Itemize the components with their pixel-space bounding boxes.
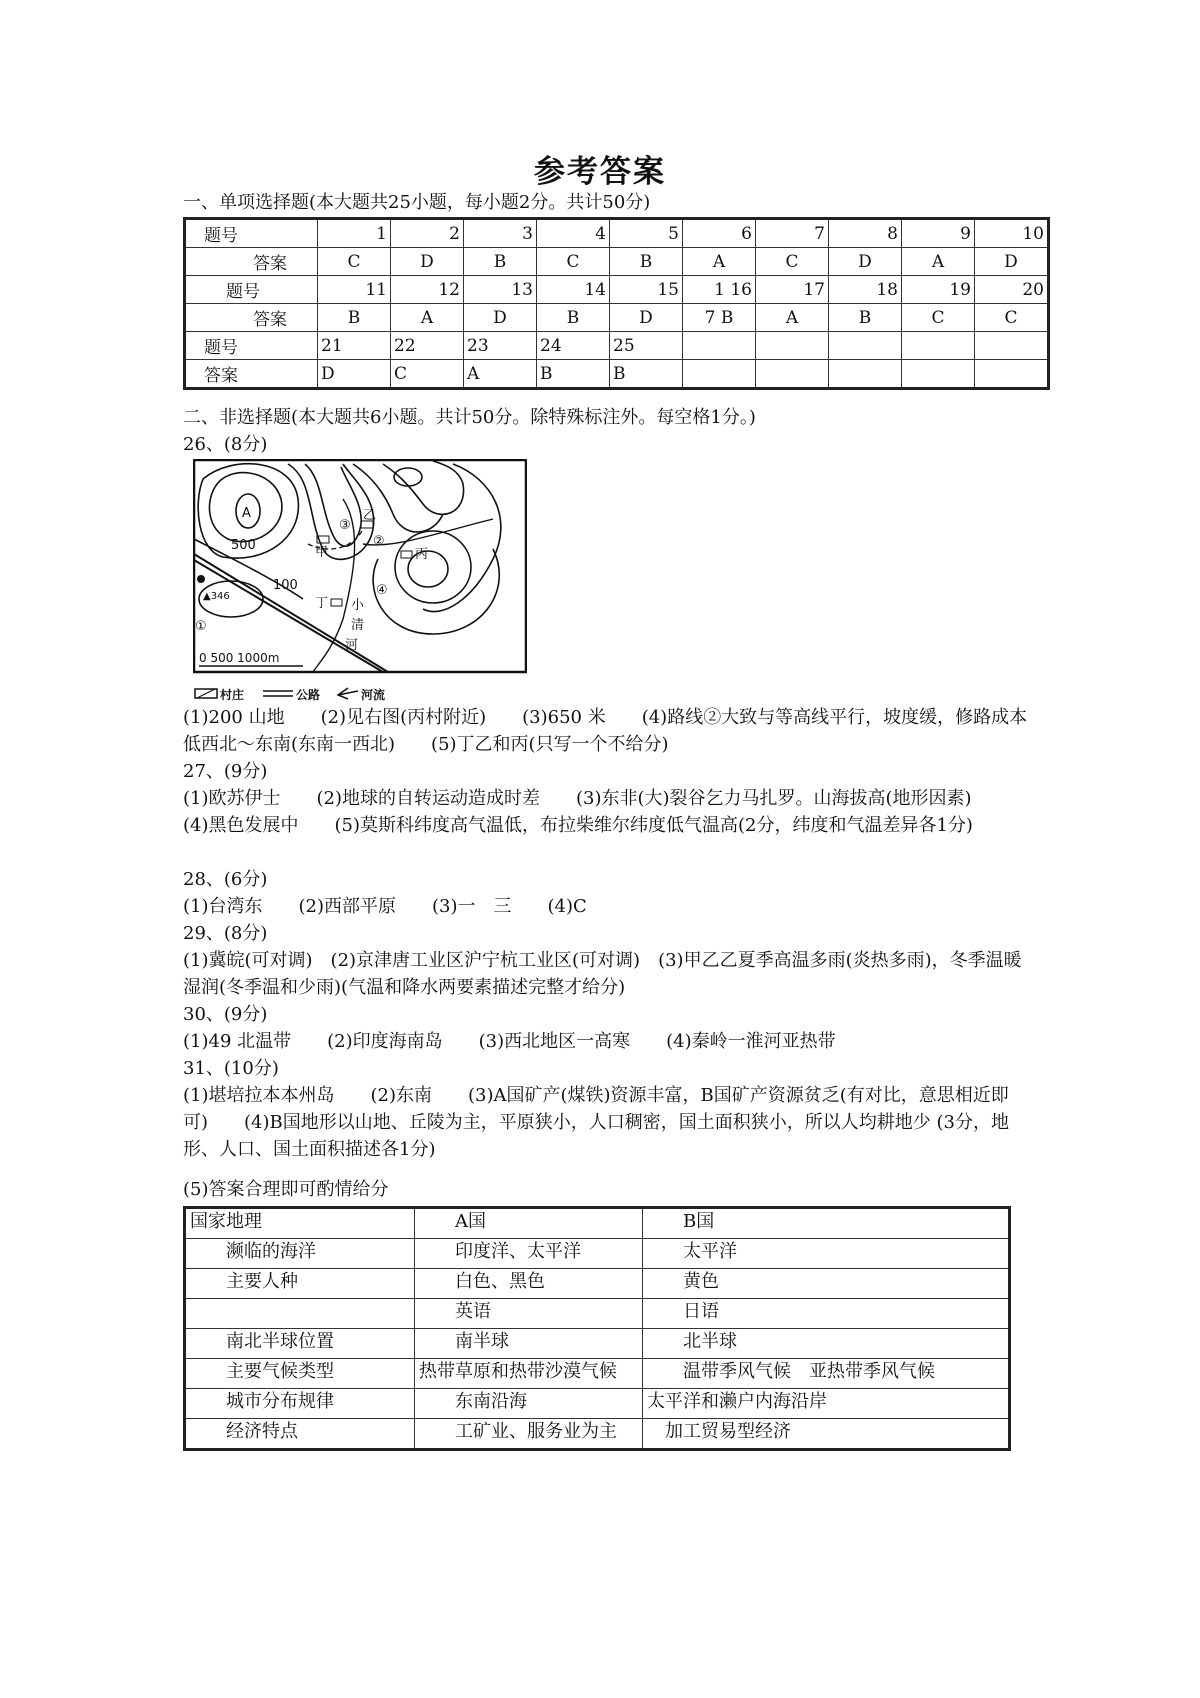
map-label-100: 100 xyxy=(273,578,298,593)
geo-cell: 英语 xyxy=(415,1299,643,1329)
mc-row xyxy=(185,332,1049,360)
geo-cell: 北半球 xyxy=(643,1329,1010,1359)
mc-cell xyxy=(902,332,975,360)
mc-cell: 22 xyxy=(391,332,464,360)
mc-cell xyxy=(829,360,902,389)
geo-row xyxy=(185,1239,1010,1269)
mc-cell: 1 16 xyxy=(683,276,756,304)
mc-cell: D xyxy=(829,248,902,276)
mc-cell xyxy=(829,332,902,360)
legend-river: 河流 xyxy=(361,688,386,702)
geo-cell: 主要人种 xyxy=(185,1269,415,1299)
mc-cell: C xyxy=(318,248,391,276)
geo-cell: 东南沿海 xyxy=(415,1389,643,1419)
q28-heading: 28、(6分) xyxy=(183,869,268,890)
geo-cell: 热带草原和热带沙漠气候 xyxy=(415,1359,643,1389)
contour-map-figure xyxy=(193,459,527,706)
mc-cell: 23 xyxy=(464,332,537,360)
mc-cell: B xyxy=(318,304,391,332)
geo-header-row xyxy=(185,1208,1010,1239)
q26-heading: 26、(8分) xyxy=(183,434,268,455)
geo-row xyxy=(185,1359,1010,1389)
mc-row-label: 答案 xyxy=(185,360,318,389)
mc-cell: B xyxy=(829,304,902,332)
mc-cell: 13 xyxy=(464,276,537,304)
geo-cell: 濒临的海洋 xyxy=(185,1239,415,1269)
mc-cell: B xyxy=(464,248,537,276)
mc-cell: C xyxy=(975,304,1049,332)
map-label-circle-4: ④ xyxy=(376,583,388,598)
map-scale-label: 0 500 1000m xyxy=(199,651,280,665)
mc-cell: B xyxy=(610,248,683,276)
map-label-river-3: 河 xyxy=(345,638,359,653)
mc-row xyxy=(185,248,1049,276)
map-label-jia: 甲 xyxy=(315,545,329,560)
mc-cell: A xyxy=(756,304,829,332)
geo-cell: 南北半球位置 xyxy=(185,1329,415,1359)
q26-answer: (1)200 山地 (2)见右图(丙村附近) (3)650 米 (4)路线②大致与等高线平行，坡度缓，修路成本低西北～东南(东南一西北) (5)丁乙和丙(只写一个不给分) xyxy=(183,707,1028,755)
map-label-ding: 丁 xyxy=(315,596,329,611)
geo-cell: 黄色 xyxy=(643,1269,1010,1299)
mc-cell: 21 xyxy=(318,332,391,360)
mc-cell: 5 xyxy=(610,219,683,248)
geo-cell: 国家地理 xyxy=(185,1208,415,1239)
q27-heading: 27、(9分) xyxy=(183,761,268,782)
q31-note: (5)答案合理即可酌情给分 xyxy=(183,1179,389,1200)
mc-cell: C xyxy=(391,360,464,389)
mc-cell: 7 B xyxy=(683,304,756,332)
mc-cell: 2 xyxy=(391,219,464,248)
mc-cell: 10 xyxy=(975,219,1049,248)
mc-cell: 15 xyxy=(610,276,683,304)
q28-answer: (1)台湾东 (2)西部平原 (3)一 三 (4)C xyxy=(183,896,587,917)
map-label-circle-3: ③ xyxy=(339,518,351,533)
mc-row-label: 题号 xyxy=(185,219,318,248)
legend-river-icon xyxy=(338,688,358,699)
multiple-choice-answer-table xyxy=(183,217,1050,390)
page-title: 参考答案 xyxy=(534,154,666,190)
geo-row xyxy=(185,1389,1010,1419)
mc-cell xyxy=(902,360,975,389)
geo-row xyxy=(185,1329,1010,1359)
legend-village: 村庄 xyxy=(220,688,245,702)
q31-answer: (1)堪培拉本本州岛 (2)东南 (3)A国矿产(煤铁)资源丰富，B国矿产资源贫乏(有对比，意思相近即可) (4)B国地形以山地、丘陵为主，平原狭小，人口稠密，国土面积狭小，所以人均耕地少 (3分，地形、人口、国土面积描述各1分) xyxy=(183,1085,1009,1160)
geo-cell: 白色、黑色 xyxy=(415,1269,643,1299)
mc-row xyxy=(185,360,1049,389)
mc-row-label: 答案 xyxy=(185,248,318,276)
mc-row xyxy=(185,304,1049,332)
geo-row xyxy=(185,1299,1010,1329)
mc-cell: D xyxy=(610,304,683,332)
mc-cell: C xyxy=(902,304,975,332)
mc-cell: C xyxy=(756,248,829,276)
mc-cell: B xyxy=(537,304,610,332)
mc-cell xyxy=(756,360,829,389)
mc-cell: 1 xyxy=(318,219,391,248)
mc-cell: 6 xyxy=(683,219,756,248)
mc-row xyxy=(185,219,1049,248)
mc-cell: 9 xyxy=(902,219,975,248)
map-label-river-2: 清 xyxy=(351,618,365,633)
geo-cell: 加工贸易型经济 xyxy=(643,1419,1010,1450)
mc-cell: A xyxy=(902,248,975,276)
mc-cell: A xyxy=(391,304,464,332)
map-frame xyxy=(194,460,526,672)
q27-answer: (1)欧苏伊士 (2)地球的自转运动造成时差 (3)东非(大)裂谷乞力马扎罗。山海拔高(地形因素) (4)黑色发展中 (5)莫斯科纬度高气温低，布拉柴维尔纬度低气温高(2分，纬度和气温差异各1分) xyxy=(183,788,1008,836)
q30-answer: (1)49 北温带 (2)印度海南岛 (3)西北地区一高寒 (4)秦岭一淮河亚热带 xyxy=(183,1031,836,1052)
mc-cell xyxy=(756,332,829,360)
geo-cell: 日语 xyxy=(643,1299,1010,1329)
country-geography-table xyxy=(183,1206,1011,1451)
q30-heading: 30、(9分) xyxy=(183,1004,268,1025)
geo-cell: 温带季风气候 亚热带季风气候 xyxy=(643,1359,1010,1389)
mc-cell: 4 xyxy=(537,219,610,248)
mc-cell: D xyxy=(318,360,391,389)
mc-cell: A xyxy=(464,360,537,389)
map-legend xyxy=(195,687,385,702)
geo-cell: 经济特点 xyxy=(185,1419,415,1450)
mc-cell xyxy=(683,360,756,389)
mc-cell: 3 xyxy=(464,219,537,248)
geo-cell xyxy=(185,1299,415,1329)
map-label-yi: 乙 xyxy=(363,508,377,523)
map-label-peak: ▲346 xyxy=(203,591,230,602)
section2-heading: 二、非选择题(本大题共6小题。共计50分。除特殊标注外。每空格1分。) xyxy=(183,407,756,428)
mc-row-label: 答案 xyxy=(185,304,318,332)
geo-cell: 太平洋和濑户内海沿岸 xyxy=(643,1389,1010,1419)
mc-cell: 20 xyxy=(975,276,1049,304)
mc-cell: 12 xyxy=(391,276,464,304)
map-label-river-1: 小 xyxy=(351,598,365,613)
map-label-circle-2: ② xyxy=(373,534,385,549)
mc-cell xyxy=(975,332,1049,360)
mc-cell: 7 xyxy=(756,219,829,248)
geo-cell: 印度洋、太平洋 xyxy=(415,1239,643,1269)
mc-cell: D xyxy=(464,304,537,332)
q29-answer: (1)冀皖(可对调) (2)京津唐工业区沪宁杭工业区(可对调) (3)甲乙乙夏季高温多雨(炎热多雨)，冬季温暖湿润(冬季温和少雨)(气温和降水两要素描述完整才给分) xyxy=(183,950,1022,998)
geo-cell: A国 xyxy=(415,1208,643,1239)
geo-row xyxy=(185,1269,1010,1299)
mc-cell: B xyxy=(610,360,683,389)
mc-cell: 24 xyxy=(537,332,610,360)
geo-row xyxy=(185,1419,1010,1450)
mc-cell: 18 xyxy=(829,276,902,304)
geo-cell: 工矿业、服务业为主 xyxy=(415,1419,643,1450)
map-label-500: 500 xyxy=(231,538,256,553)
mc-cell: 11 xyxy=(318,276,391,304)
geo-cell: 城市分布规律 xyxy=(185,1389,415,1419)
map-label-bing: 丙 xyxy=(415,547,429,562)
map-label-circle-1: ① xyxy=(195,619,207,634)
mc-cell: D xyxy=(975,248,1049,276)
q29-heading: 29、(8分) xyxy=(183,923,268,944)
geo-cell: B国 xyxy=(643,1208,1010,1239)
mc-cell: C xyxy=(537,248,610,276)
map-label-a: A xyxy=(242,506,251,521)
mc-cell xyxy=(683,332,756,360)
geo-cell: 主要气候类型 xyxy=(185,1359,415,1389)
legend-road: 公路 xyxy=(296,688,321,702)
mc-cell: D xyxy=(391,248,464,276)
mc-cell xyxy=(975,360,1049,389)
section1-heading: 一、单项选择题(本大题共25小题，每小题2分。共计50分) xyxy=(183,192,651,213)
mc-row xyxy=(185,276,1049,304)
mc-cell: 25 xyxy=(610,332,683,360)
mc-cell: B xyxy=(537,360,610,389)
mc-cell: 17 xyxy=(756,276,829,304)
mc-cell: 14 xyxy=(537,276,610,304)
geo-cell: 南半球 xyxy=(415,1329,643,1359)
q31-heading: 31、(10分) xyxy=(183,1058,279,1079)
mc-cell: A xyxy=(683,248,756,276)
mc-cell: 8 xyxy=(829,219,902,248)
mc-row-label: 题号 xyxy=(185,332,318,360)
mc-cell: 19 xyxy=(902,276,975,304)
geo-cell: 太平洋 xyxy=(643,1239,1010,1269)
mc-row-label: 题号 xyxy=(185,276,318,304)
